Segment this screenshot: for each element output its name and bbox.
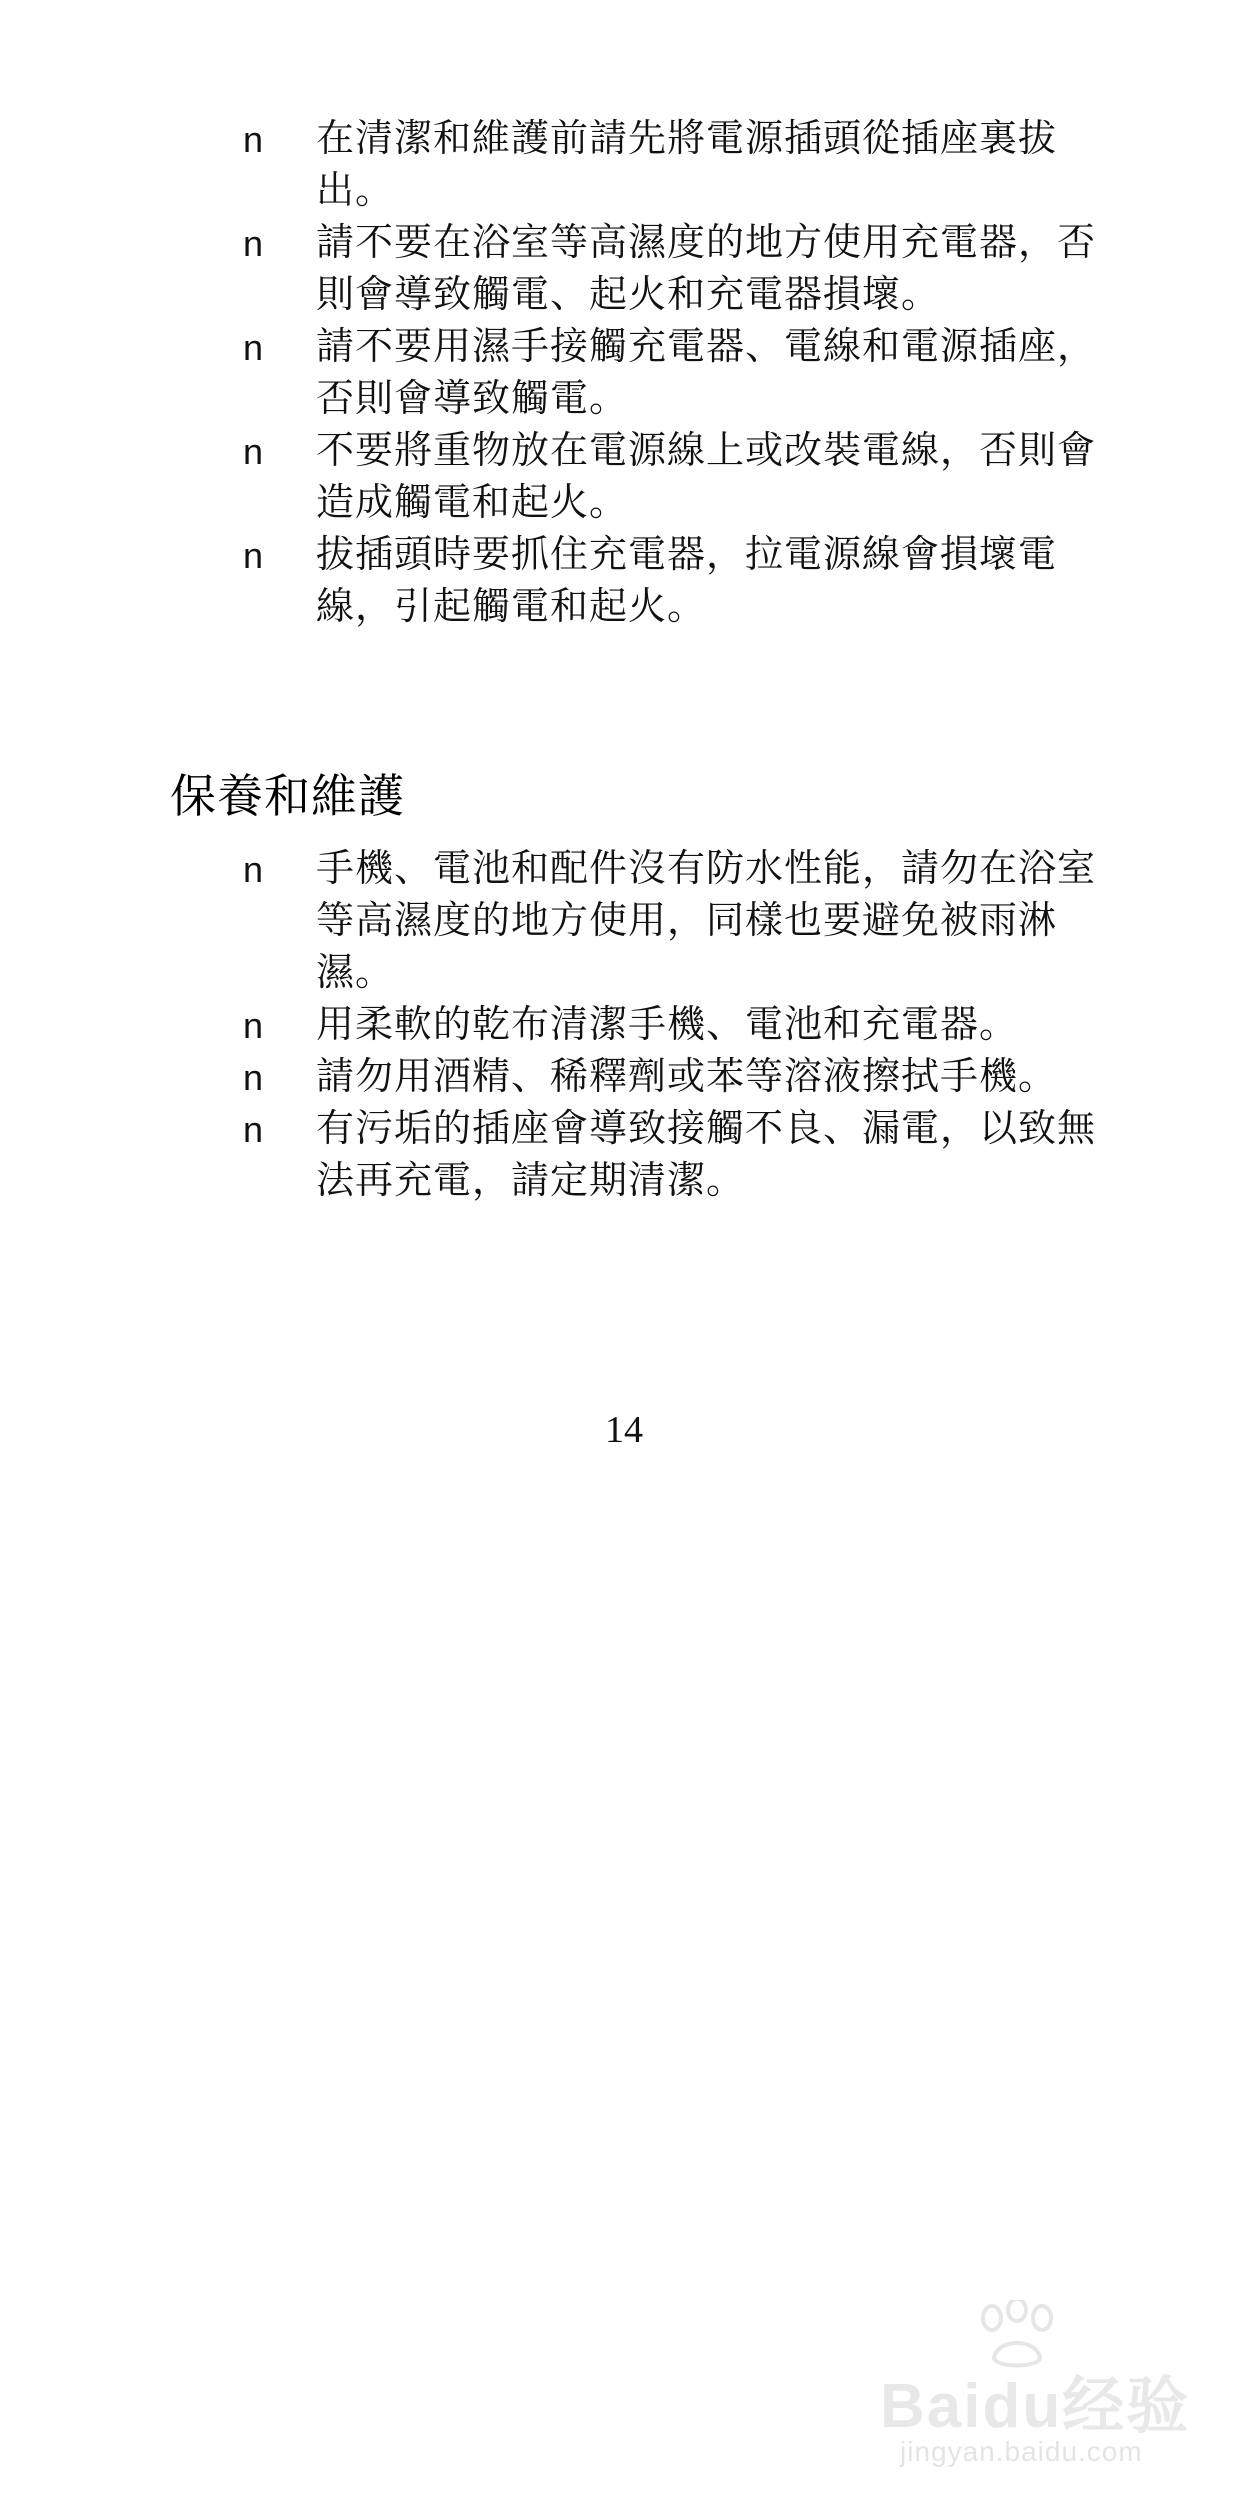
safety-list [0, 112, 1248, 632]
list-item-text: 請勿用酒精、稀釋劑或苯等溶液擦拭手機。 [316, 1054, 1058, 1098]
list-item [0, 1102, 1248, 1206]
list-item-text: 手機、電池和配件沒有防水性能，請勿在浴室等高濕度的地方使用，同樣也要避免被雨淋濕。 [316, 846, 1097, 994]
bullet-marker: n [243, 1109, 264, 1150]
list-item [0, 842, 1248, 998]
list-item [0, 1050, 1248, 1102]
list-item-text: 在清潔和維護前請先將電源插頭從插座裏拔出。 [316, 116, 1058, 212]
page-number: 14 [605, 1409, 643, 1451]
list-item [0, 424, 1248, 528]
bullet-marker: n [243, 1005, 264, 1046]
list-item-text: 請不要在浴室等高濕度的地方使用充電器，否則會導致觸電、起火和充電器損壞。 [316, 220, 1097, 316]
bullet-marker: n [243, 1057, 264, 1098]
watermark-brand: Baidu经验 [880, 2372, 1191, 2441]
list-item [0, 216, 1248, 320]
list-item-text: 請不要用濕手接觸充電器、電線和電源插座，否則會導致觸電。 [316, 324, 1097, 420]
bullet-marker: n [243, 535, 264, 576]
list-item [0, 112, 1248, 216]
list-item-text: 拔插頭時要抓住充電器，拉電源線會損壞電線，引起觸電和起火。 [316, 532, 1058, 628]
list-item [0, 998, 1248, 1050]
list-item-text: 有污垢的插座會導致接觸不良、漏電，以致無法再充電，請定期清潔。 [316, 1106, 1097, 1202]
list-item-text: 用柔軟的乾布清潔手機、電池和充電器。 [316, 1002, 1019, 1046]
list-item [0, 320, 1248, 424]
watermark-url: jingyan.baidu.com [900, 2436, 1143, 2467]
care-list [0, 842, 1248, 1206]
bullet-marker: n [243, 327, 264, 368]
list-item [0, 528, 1248, 632]
bullet-marker: n [243, 119, 264, 160]
bullet-marker: n [243, 849, 264, 890]
section-heading: 保養和維護 [170, 769, 405, 823]
bullet-marker: n [243, 431, 264, 472]
baidu-watermark [880, 2300, 1210, 2470]
bullet-marker: n [243, 223, 264, 264]
list-item-text: 不要將重物放在電源線上或改裝電線，否則會造成觸電和起火。 [316, 428, 1097, 524]
